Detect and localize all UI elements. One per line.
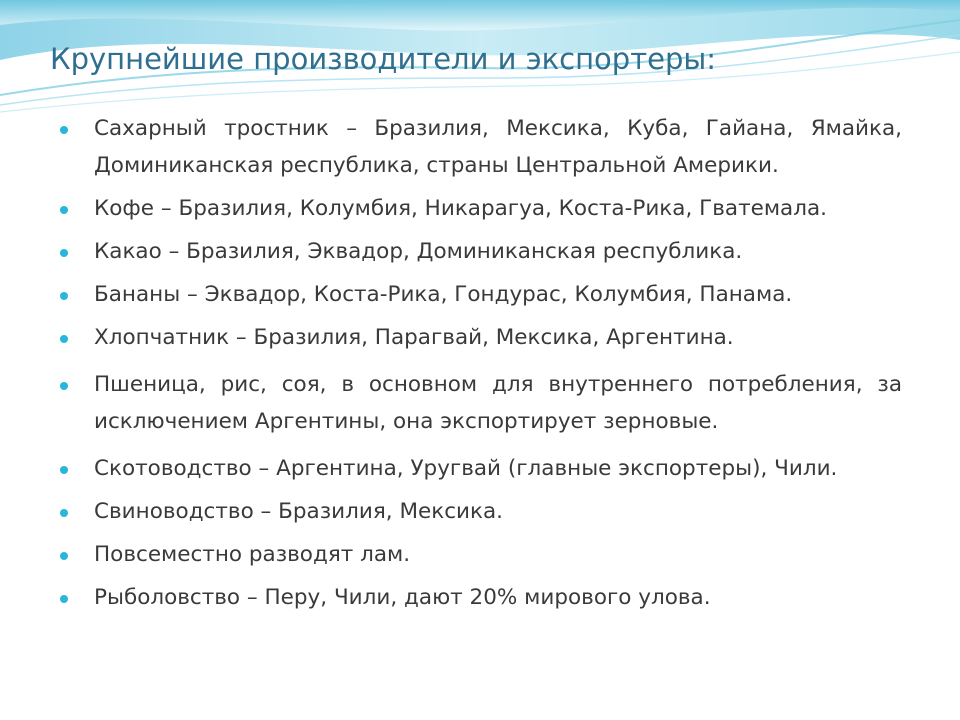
list-item [60, 536, 902, 573]
bullet-dot-icon [60, 292, 68, 300]
bullet-list [60, 110, 902, 622]
list-item [60, 233, 902, 270]
list-item-text: Бананы – Эквадор, Коста-Рика, Гондурас, Колумбия, Панама. [94, 282, 793, 307]
bullet-dot-icon [60, 126, 68, 134]
bullet-dot-icon [60, 382, 68, 390]
bullet-dot-icon [60, 335, 68, 343]
list-item [60, 319, 902, 356]
list-item-text: Сахарный тростник – Бразилия, Мексика, Куба, Гайана, Ямайка, Доминиканская республика, страны Центральной Америки. [94, 116, 902, 178]
list-item [60, 366, 902, 440]
list-item [60, 190, 902, 227]
list-item-text: Повсеместно разводят лам. [94, 542, 411, 567]
bullet-dot-icon [60, 595, 68, 603]
bullet-dot-icon [60, 249, 68, 257]
list-item [60, 579, 902, 616]
list-item-text: Кофе – Бразилия, Колумбия, Никарагуа, Коста-Рика, Гватемала. [94, 196, 827, 221]
list-item [60, 450, 902, 487]
list-item-text: Хлопчатник – Бразилия, Парагвай, Мексика, Аргентина. [94, 325, 734, 350]
slide-title: Крупнейшие производители и экспортеры: [50, 42, 717, 76]
list-item-text: Рыболовство – Перу, Чили, дают 20% мирового улова. [94, 585, 711, 610]
list-item-text: Скотоводство – Аргентина, Уругвай (главные экспортеры), Чили. [94, 456, 838, 481]
list-item-text: Пшеница, рис, соя, в основном для внутреннего потребления, за исключением Аргентины, она экспортирует зерновые. [94, 372, 902, 434]
bullet-dot-icon [60, 552, 68, 560]
bullet-dot-icon [60, 509, 68, 517]
bullet-dot-icon [60, 466, 68, 474]
list-item [60, 493, 902, 530]
list-item-text: Свиноводство – Бразилия, Мексика. [94, 499, 503, 524]
list-item [60, 110, 902, 184]
list-item-text: Какао – Бразилия, Эквадор, Доминиканская республика. [94, 239, 743, 264]
bullet-dot-icon [60, 206, 68, 214]
list-item [60, 276, 902, 313]
